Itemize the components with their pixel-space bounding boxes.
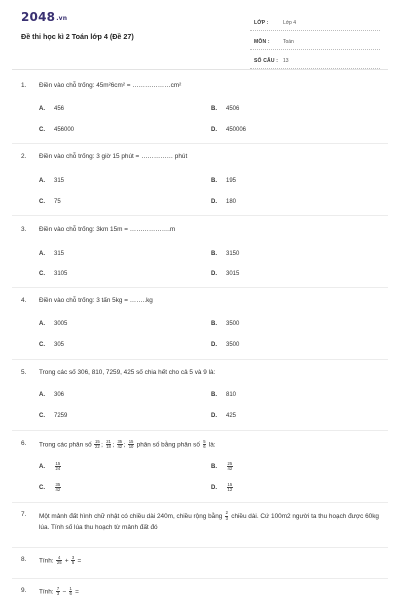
question-number: 8. — [21, 556, 27, 563]
text-segment: Tính: — [39, 557, 54, 565]
option-value: 315 — [54, 251, 65, 257]
option-b[interactable] — [211, 392, 236, 398]
meta-row-subject — [250, 34, 380, 50]
option-b[interactable] — [211, 251, 239, 257]
question-9 — [0, 587, 400, 599]
header-divider — [12, 69, 388, 70]
fraction — [71, 556, 74, 566]
question-text: Điền vào chỗ trống: 3 tấn 5kg = ……..kg — [39, 297, 153, 304]
option-value: 315 — [54, 178, 65, 184]
question-3 — [0, 226, 400, 277]
meta-value: Lớp 4 — [283, 20, 297, 26]
option-value: 3500 — [226, 321, 240, 327]
question-divider — [12, 287, 388, 288]
question-number: 9. — [21, 587, 27, 594]
question-divider — [12, 143, 388, 144]
option-key: C. — [39, 127, 45, 133]
page-title: Đề thi học kì 2 Toán lớp 4 (Đề 27) — [21, 32, 134, 41]
option-b[interactable] — [211, 462, 234, 472]
option-value: 456000 — [54, 127, 75, 133]
denominator: 42 — [227, 466, 233, 472]
question-number: 6. — [21, 440, 27, 447]
option-key: A. — [39, 464, 45, 471]
option-value: 425 — [226, 413, 237, 419]
denominator: 18 — [106, 444, 111, 450]
numerator: 35 — [117, 439, 123, 444]
option-key: C. — [39, 199, 45, 205]
meta-value: 13 — [283, 58, 289, 64]
option-value: 3150 — [226, 251, 240, 257]
option-key: A. — [39, 321, 45, 327]
text-segment: phân số bằng phân số — [136, 441, 200, 449]
fraction — [56, 556, 62, 566]
fraction — [55, 462, 61, 472]
numerator: 1 — [69, 586, 72, 591]
option-d[interactable] — [211, 342, 239, 348]
option-c[interactable] — [39, 483, 62, 493]
denominator: 25 — [56, 560, 62, 566]
option-a[interactable] — [39, 321, 67, 327]
question-divider — [12, 215, 388, 216]
numerator: 2 — [225, 510, 228, 516]
option-a[interactable] — [39, 462, 62, 472]
option-key: C. — [39, 271, 45, 277]
question-number: 4. — [21, 297, 27, 304]
option-key: B. — [211, 178, 217, 184]
numerator: 7 — [56, 586, 60, 591]
option-key: B. — [211, 464, 217, 471]
text-segment: Tính: — [39, 588, 54, 596]
option-value: 3500 — [226, 342, 240, 348]
option-key: C. — [39, 342, 45, 348]
fraction — [94, 440, 100, 450]
option-d[interactable] — [211, 271, 239, 277]
denominator: 3 — [56, 591, 60, 597]
meta-label: LỚP : — [254, 20, 269, 26]
option-key: D. — [211, 199, 217, 205]
fraction — [69, 587, 72, 597]
question-6 — [0, 439, 400, 493]
option-c[interactable] — [39, 199, 61, 205]
option-value: 180 — [226, 199, 237, 205]
option-key: B. — [211, 321, 217, 327]
option-value: 810 — [226, 392, 237, 398]
question-number: 1. — [21, 82, 27, 89]
option-d[interactable] — [211, 199, 236, 205]
numerator: 5 — [203, 439, 206, 444]
numerator: 4 — [58, 555, 61, 560]
site-logo[interactable] — [21, 10, 67, 24]
question-text: Điền vào chỗ trống: 3 giờ 15 phút = …………… phút — [39, 153, 188, 160]
denominator: 6 — [203, 444, 206, 450]
question-8 — [0, 556, 400, 568]
denominator: 5 — [71, 560, 75, 566]
operator: − — [62, 588, 67, 596]
option-key: D. — [211, 127, 217, 133]
option-value: 75 — [54, 199, 61, 205]
option-key: A. — [39, 392, 45, 398]
numerator: 15 — [94, 439, 100, 444]
option-key: D. — [211, 413, 217, 419]
question-text — [39, 511, 379, 533]
option-value: 195 — [226, 178, 237, 184]
option-c[interactable] — [39, 127, 74, 133]
fraction — [227, 483, 233, 493]
question-divider — [12, 359, 388, 360]
option-a[interactable] — [39, 106, 64, 112]
meta-label: MÔN : — [254, 39, 270, 45]
option-key: C. — [39, 413, 45, 419]
option-value: 450006 — [226, 127, 247, 133]
operator: = — [75, 588, 79, 596]
operator: + — [64, 557, 69, 565]
denominator: 22 — [94, 444, 100, 450]
question-text: Trong các số 306, 810, 7259, 425 số chia hết cho cả 5 và 9 là: — [39, 369, 216, 376]
question-divider — [12, 502, 388, 503]
question-text: Trong các phân số $\frac{15}{22}$ ; $\frac{21}{18}$ ; $\frac{35}{42}$ ; $\frac{15}{10}$ phân số bằng phân số $\frac{5}{6}$ là: — [39, 439, 216, 450]
fraction — [106, 440, 112, 450]
option-b[interactable] — [211, 321, 239, 327]
option-key: C. — [39, 485, 45, 492]
numerator: 15 — [55, 461, 61, 466]
option-value: 456 — [54, 106, 65, 112]
option-b[interactable] — [211, 106, 239, 112]
fraction — [203, 440, 206, 450]
question-1 — [0, 82, 400, 133]
option-key: A. — [39, 106, 45, 112]
option-key: B. — [211, 106, 217, 112]
question-5 — [0, 369, 400, 419]
numerator: 35 — [55, 482, 61, 487]
denominator: 42 — [55, 487, 61, 493]
question-7 — [0, 511, 400, 535]
denominator: 3 — [225, 515, 228, 521]
question-text: Điền vào chỗ trống: 45m²6cm² = ………………cm² — [39, 82, 182, 89]
fraction — [56, 587, 59, 597]
text-segment: là: — [208, 441, 216, 449]
operator: = — [77, 557, 82, 565]
fraction — [55, 483, 61, 493]
text-segment: Một mảnh đất hình chữ nhật có chiều dài 240m, chiều rộng bằng — [39, 513, 223, 520]
question-4 — [0, 297, 400, 348]
exam-meta — [250, 15, 380, 72]
option-value: 3105 — [54, 271, 68, 277]
option-value: 306 — [54, 392, 65, 398]
question-number: 5. — [21, 369, 27, 376]
option-value: 305 — [54, 342, 65, 348]
option-c[interactable] — [39, 271, 67, 277]
option-a[interactable] — [39, 392, 64, 398]
option-key: B. — [211, 251, 217, 257]
question-text: Điền vào chỗ trống: 3km 15m = ……………….m — [39, 226, 176, 233]
option-key: A. — [39, 178, 45, 184]
logo-text: 2048 — [21, 10, 56, 24]
text-segment: chiều dài. Cứ 100m2 người ta thu hoạch được 60kg lúa. Tính số lúa thu hoạch từ mảnh đất đó — [39, 513, 379, 531]
question-divider — [12, 430, 388, 431]
question-number: 7. — [21, 511, 27, 518]
text-segment: Trong các phân số — [39, 441, 92, 449]
denominator: 42 — [117, 444, 123, 450]
fraction — [117, 440, 123, 450]
option-a[interactable] — [39, 178, 64, 184]
option-key: B. — [211, 392, 217, 398]
question-text — [39, 556, 81, 566]
logo-suffix: .vn — [56, 15, 68, 22]
option-value: 7259 — [54, 413, 68, 419]
numerator: 15 — [128, 439, 134, 444]
option-key: A. — [39, 251, 45, 257]
numerator: 15 — [227, 482, 233, 487]
option-b[interactable] — [211, 178, 236, 184]
option-key: D. — [211, 271, 217, 277]
option-d[interactable] — [211, 413, 236, 419]
option-c[interactable] — [39, 413, 67, 419]
meta-row-count — [250, 53, 380, 69]
option-d[interactable] — [211, 483, 234, 493]
denominator: 12 — [227, 487, 233, 493]
numerator: 3 — [71, 555, 75, 560]
question-divider — [12, 547, 388, 548]
fraction — [128, 440, 134, 450]
option-a[interactable] — [39, 251, 64, 257]
option-value: 3015 — [226, 271, 240, 277]
question-number: 3. — [21, 226, 27, 233]
meta-value: Toán — [283, 39, 294, 45]
question-text — [39, 587, 79, 597]
numerator: 25 — [227, 461, 233, 466]
meta-row-class — [250, 15, 380, 31]
meta-label: SỐ CÂU : — [254, 58, 279, 64]
denominator: 6 — [69, 591, 72, 597]
question-divider — [12, 578, 388, 579]
fraction — [227, 462, 233, 472]
fraction — [225, 511, 228, 521]
option-c[interactable] — [39, 342, 64, 348]
option-key: D. — [211, 485, 217, 492]
denominator: 24 — [55, 466, 61, 472]
question-number: 2. — [21, 153, 27, 160]
question-2 — [0, 153, 400, 205]
option-key: D. — [211, 342, 217, 348]
denominator: 10 — [128, 444, 134, 450]
option-d[interactable] — [211, 127, 246, 133]
option-value: 4506 — [226, 106, 240, 112]
option-value: 3005 — [54, 321, 68, 327]
numerator: 21 — [106, 439, 111, 444]
